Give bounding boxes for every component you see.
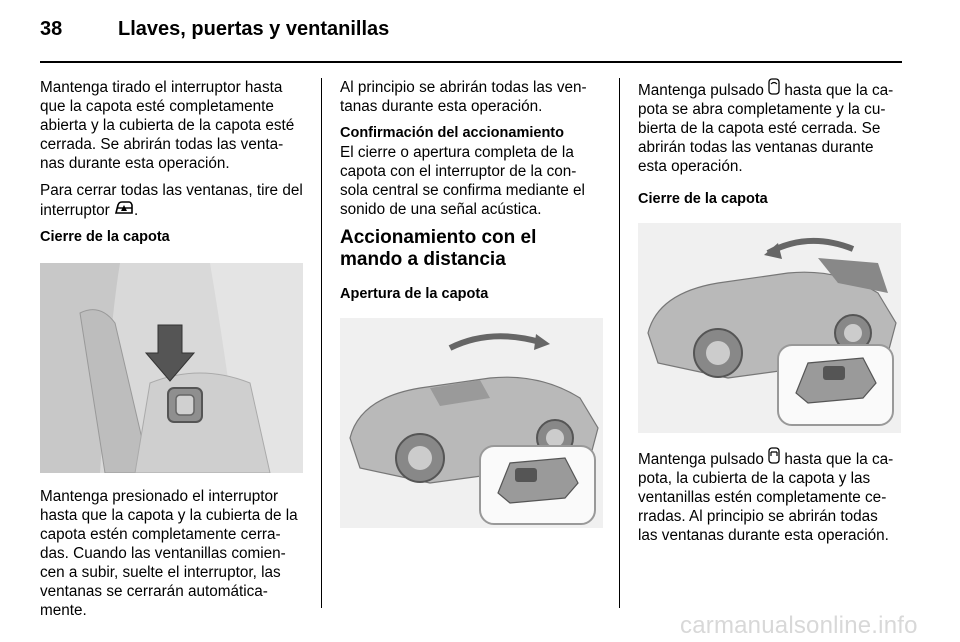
- key-roof-close-icon: [768, 447, 780, 469]
- console-switch-illustration: [40, 263, 303, 473]
- key-roof-open-icon: [768, 78, 780, 100]
- paragraph: Para cerrar todas las ventanas, tire del interruptor .: [40, 182, 303, 219]
- page-header: [40, 18, 389, 41]
- column-divider: [619, 78, 620, 608]
- column-divider: [321, 78, 322, 608]
- paragraph: El cierre o apertura completa de la capota con el interruptor de la con-sola central se confirma mediante el sonido de una señal acústica.: [340, 144, 585, 218]
- subheading: Cierre de la capota: [638, 191, 768, 207]
- column-2: [340, 78, 603, 528]
- page-number: 38: [40, 18, 63, 40]
- paragraph: Mantenga pulsado hasta que la ca-pota se abra completamente y la cu-bierta de la capota esté cerrada. Se abrirán todas las ventanas durante esta operación.: [638, 78, 901, 176]
- subheading: Cierre de la capota: [40, 229, 170, 245]
- subheading: Confirmación del accionamiento: [340, 125, 564, 141]
- car-open-roof-illustration: [340, 318, 603, 528]
- car-close-roof-illustration: [638, 223, 901, 433]
- header-rule: [40, 61, 902, 63]
- page-title: Llaves, puertas y ventanillas: [118, 18, 390, 40]
- section-heading: Accionamiento con el mando a distancia: [340, 227, 537, 270]
- subheading: Apertura de la capota: [340, 286, 489, 302]
- window-switch-icon: [114, 200, 134, 220]
- paragraph: Mantenga pulsado hasta que la ca-pota, la cubierta de la capota y las ventanillas estén completamente ce-rradas. Al principio se abrirán todas las ventanas durante esta operación.: [638, 447, 901, 545]
- watermark: carmanualsonline.info: [680, 612, 918, 639]
- paragraph: Mantenga presionado el interruptor hasta que la capota y la cubierta de la capota estén completamente cerra-das. Cuando las ventanillas comien-cen a subir, suelte el interruptor, las ventanas se cerrarán automática-mente.: [40, 488, 298, 619]
- paragraph: Mantenga tirado el interruptor hasta que la capota esté completamente abierta y la cubierta de la capota esté cerrada. Se abrirán todas las venta-nas durante esta operación.: [40, 79, 295, 172]
- column-3: [638, 78, 901, 553]
- paragraph: Al principio se abrirán todas las ven-tanas durante esta operación.: [340, 79, 587, 115]
- column-1: [40, 78, 303, 628]
